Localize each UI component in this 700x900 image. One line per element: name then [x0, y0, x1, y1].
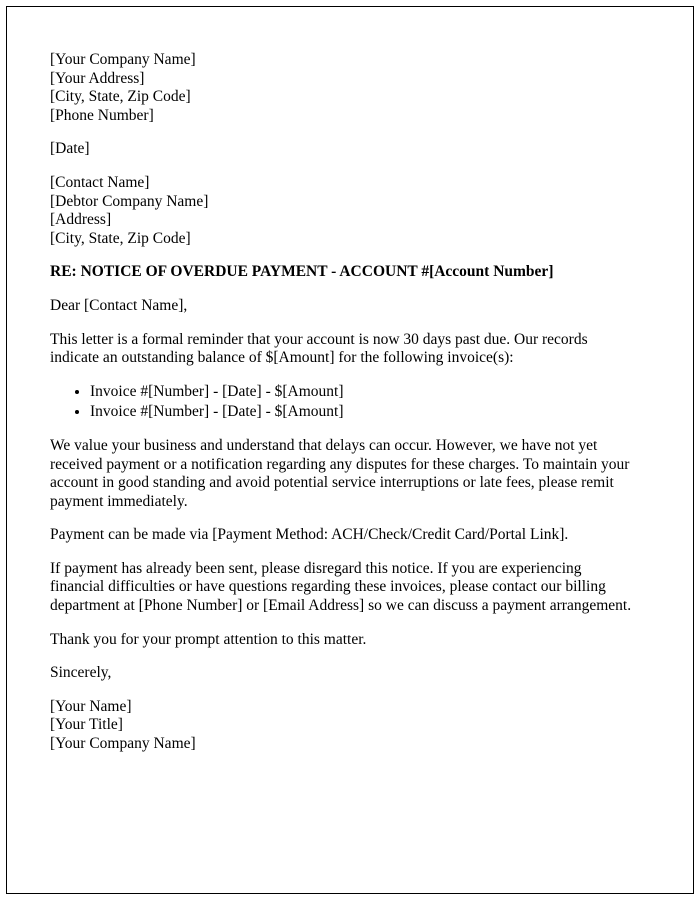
letter-date: [Date]: [50, 140, 90, 158]
recipient-contact-name: [Contact Name]: [50, 173, 150, 191]
subject-line: RE: NOTICE OF OVERDUE PAYMENT - ACCOUNT #[Account Number]: [50, 263, 554, 281]
closing: Sincerely,: [50, 664, 112, 682]
paragraph-value: We value your business and understand that delays can occur. However, we have not yet received payment or a notification regarding any disputes for these charges. To maintain your account in good standing and avoid potential service interruptions or late fees, please remit payment immediately.: [50, 436, 630, 510]
sender-company: [Your Company Name]: [50, 51, 196, 68]
signature-block: [50, 698, 637, 754]
paragraph-intro: This letter is a formal reminder that your account is now 30 days past due. Our records indicate an outstanding balance of $[Amount] for the following invoice(s):: [50, 330, 588, 367]
paragraph-thanks: Thank you for your prompt attention to this matter.: [50, 630, 367, 648]
paragraph-disregard: If payment has already been sent, please disregard this notice. If you are experiencing financial difficulties or have questions regarding these invoices, please contact our billing department at [Phone Number] or [Email Address] so we can discuss a payment arrangement.: [50, 559, 632, 615]
sender-block: [50, 51, 637, 125]
sender-phone: [Phone Number]: [50, 106, 154, 124]
recipient-city-state-zip: [City, State, Zip Code]: [50, 229, 191, 247]
sender-city-state-zip: [City, State, Zip Code]: [50, 88, 191, 106]
signature-company: [Your Company Name]: [50, 735, 196, 753]
recipient-block: [50, 174, 637, 248]
letter-page: [6, 6, 694, 894]
salutation: Dear [Contact Name],: [50, 296, 188, 314]
invoice-item: • Invoice #[Number] - [Date] - $[Amount]: [90, 403, 637, 422]
invoice-list: [50, 383, 637, 422]
date-block: [50, 140, 637, 159]
recipient-company: [Debtor Company Name]: [50, 192, 209, 210]
signature-name: [Your Name]: [50, 697, 132, 715]
paragraph-payment: Payment can be made via [Payment Method: ACH/Check/Credit Card/Portal Link].: [50, 526, 569, 544]
recipient-address: [Address]: [50, 211, 112, 229]
invoice-item: • Invoice #[Number] - [Date] - $[Amount]: [90, 383, 637, 402]
signature-title: [Your Title]: [50, 716, 123, 734]
sender-address: [Your Address]: [50, 69, 145, 87]
